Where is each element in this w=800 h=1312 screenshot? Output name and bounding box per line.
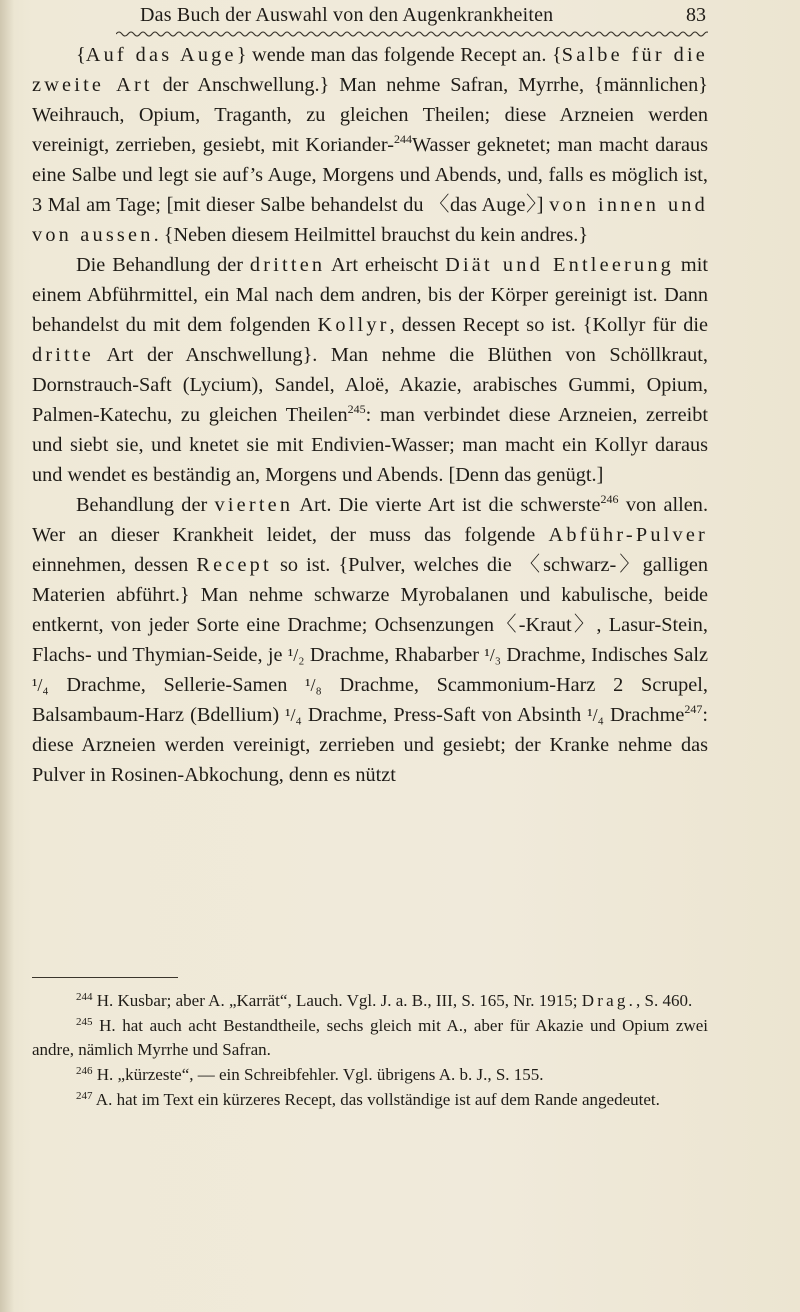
footnote-separator [32, 977, 178, 978]
fraction: ¹/₄ [285, 705, 302, 725]
text-run: Drachme, Press-Saft von Absinth [301, 704, 588, 726]
text-run: } wende man das folgende Recept an. { [236, 44, 562, 66]
wavy-header-rule [116, 30, 708, 38]
text-run: Drachme, Indisches Salz [501, 644, 708, 666]
spaced-emphasis: dritte [32, 344, 95, 366]
spaced-emphasis: vierten [214, 494, 294, 516]
footnote-number: 247 [76, 1089, 93, 1102]
text-run: Die Behandlung der [76, 254, 250, 276]
spaced-emphasis: von innen und von aussen [32, 194, 708, 246]
footnote [32, 989, 708, 1014]
paragraph [32, 250, 708, 490]
text-run: Behandlung der [76, 494, 215, 516]
text-run: Drachme, Sellerie-Samen [48, 674, 306, 696]
text-run: , dessen Recept so ist. {Kollyr für die [389, 314, 708, 336]
spaced-emphasis: Salbe für die zweite Art [32, 44, 708, 96]
text-run: H. Kusbar; aber A. „Karrät“, Lauch. Vgl. J. a. B., III, S. 165, Nr. 1915; [92, 991, 582, 1010]
footnotes [32, 989, 708, 1113]
footnote-number: 245 [76, 1015, 93, 1028]
text-run: : man verbindet diese Arzneien, zerreibt und siebt sie, und knetet sie mit Endivien-Wasser; man macht ein Kollyr daraus und wendet es beständig an, Morgens und Abends. [Denn das genügt.] [32, 404, 708, 486]
paragraph [32, 490, 708, 790]
fraction: ¹/₃ [484, 645, 502, 665]
text-run: Drachme, Scammonium-Harz 2 Scrupel, Balsambaum-Harz (Bdellium) [32, 674, 709, 726]
text-run: H. „kürzeste“, — ein Schreibfehler. Vgl. übrigens A. b. J., S. 155. [92, 1065, 544, 1085]
text-run: Drachme [603, 704, 685, 726]
main-text [32, 40, 708, 790]
text-run: Drachme, Rhabarber [304, 644, 485, 666]
spaced-emphasis: Kollyr [317, 314, 390, 336]
text-run: Art erheischt [325, 254, 446, 276]
footnote-reference: 244 [394, 132, 412, 146]
footnote [32, 1014, 708, 1063]
text-run: : diese Arzneien werden vereinigt, zerrieben und gesiebt; der Kranke nehme das Pulver in Rosinen-Abkochung, denn es nützt [32, 704, 708, 786]
text-run: von allen. Wer an dieser Krankheit leidet, der muss das folgende [32, 494, 709, 546]
footnote [32, 1088, 708, 1113]
fraction: ¹/₈ [305, 675, 322, 695]
text-run: Art. Die vierte Art ist die schwerste [293, 494, 601, 516]
spaced-emphasis: dritten [249, 254, 326, 276]
spaced-emphasis: Drag. [581, 991, 637, 1010]
footnote-number: 244 [76, 991, 93, 1003]
text-run: der Anschwellung.} Man nehme Safran, Myrrhe, {männlichen} Weihrauch, Opium, Traganth, zu gleichen Theilen; diese Arzneien werden vereinigt, zerrieben, gesiebt, mit Koriander- [32, 74, 708, 156]
text-run: so ist. {Pulver, welches die 〈schwarz-〉galligen Materien abführt.} Man nehme schwarze Myrobalanen und kabulische, beide entkernt, von jeder Sorte eine Drachme; Ochsenzungen〈-Kraut〉, Lasur-Stein, Flachs- und Thymian-Seide, je [32, 554, 708, 666]
footnote-reference: 246 [600, 492, 619, 506]
text-run: einnehmen, dessen [32, 554, 197, 576]
fraction: ¹/₄ [32, 675, 49, 695]
paragraph [32, 40, 708, 250]
spaced-emphasis: Recept [196, 554, 272, 576]
spaced-emphasis: Abführ-Pulver [548, 524, 708, 546]
fraction: ¹/₄ [587, 705, 604, 725]
fraction: ¹/₂ [287, 645, 305, 665]
text-run: Wasser geknetet; man macht daraus eine Salbe und legt sie auf’s Auge, Morgens und Abends, und, falls es möglich ist, 3 Mal am Tage; [mit dieser Salbe behandelst du 〈das Auge〉] [32, 134, 709, 216]
footnote-reference: 247 [684, 702, 703, 716]
text-run: H. hat auch acht Bestandtheile, sechs gleich mit A., aber für Akazie und Opium zwei andre, nämlich Myrrhe und Safran. [32, 1015, 708, 1060]
spaced-emphasis: Auf das Auge [85, 44, 237, 66]
running-title: Das Buch der Auswahl von den Augenkrankheiten [140, 4, 554, 26]
footnote [32, 1063, 708, 1088]
footnote-number: 246 [76, 1065, 93, 1078]
page-gutter-shadow [0, 0, 14, 1312]
text-run: mit einem Abführmittel, ein Mal nach dem andren, bis der Körper gereinigt ist. Dann behandelst du mit dem folgenden [32, 254, 708, 336]
text-run: . {Neben diesem Heilmittel brauchst du kein andres.} [153, 224, 589, 246]
text-run: { [76, 44, 86, 66]
text-run: A. hat im Text ein kürzeres Recept, das vollständige ist auf dem Rande angedeutet. [92, 1089, 660, 1109]
text-run: Art der Anschwellung}. Man nehme die Blüthen von Schöllkraut, Dornstrauch-Saft (Lycium), Sandel, Aloë, Akazie, arabisches Gummi, Opium, Palmen-Katechu, zu gleichen Theilen [32, 344, 708, 426]
spaced-emphasis: Diät und Entleerung [445, 254, 675, 276]
text-run: , S. 460. [636, 991, 693, 1010]
footnote-reference: 245 [347, 402, 366, 416]
page-number: 83 [686, 4, 706, 26]
running-header [116, 4, 706, 28]
